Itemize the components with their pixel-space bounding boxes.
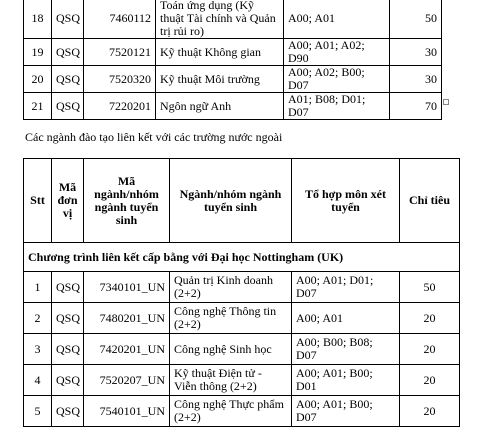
subject-combos-cell: A01; B08; D01; D07 [284, 93, 390, 120]
program-group-title: Chương trình liên kết cấp bằng với Đại học Nottingham (UK) [24, 243, 460, 272]
header-subject-combos: Tổ hợp môn xét tuyển [292, 159, 400, 243]
subject-combos-cell: A00; A01; A02; D90 [284, 39, 390, 66]
major-name-cell: Kỹ thuật Không gian [156, 39, 284, 66]
table-row [24, 93, 442, 120]
table-end-marker [443, 99, 449, 105]
quota-cell: 20 [400, 334, 460, 365]
table-row [24, 39, 442, 66]
table-row [24, 66, 442, 93]
quota-cell: 30 [390, 66, 442, 93]
subject-combos-cell: A00; A01; B00; D01 [292, 365, 400, 396]
top-admissions-table [23, 0, 442, 120]
table-row [24, 272, 460, 303]
stt-cell: 19 [24, 39, 52, 66]
stt-cell: 20 [24, 66, 52, 93]
quota-cell: 30 [390, 39, 442, 66]
quota-cell: 50 [390, 0, 442, 39]
major-name-cell: Công nghệ Sinh học [170, 334, 292, 365]
major-code-cell: 7420201_UN [84, 334, 170, 365]
header-school-code: Mã đơn vị [52, 159, 84, 243]
subject-combos-cell: A00; A01 [284, 0, 390, 39]
subject-combos-cell: A00; A01 [292, 303, 400, 334]
school-code-cell: QSQ [52, 272, 84, 303]
table-row [24, 396, 460, 427]
header-quota: Chỉ tiêu [400, 159, 460, 243]
stt-cell: 21 [24, 93, 52, 120]
quota-cell: 50 [400, 272, 460, 303]
major-code-cell: 7220201 [84, 93, 156, 120]
subject-combos-cell: A00; A02; B00; D07 [284, 66, 390, 93]
table-row [24, 365, 460, 396]
stt-cell: 18 [24, 0, 52, 39]
school-code-cell: QSQ [52, 93, 84, 120]
major-name-cell: Công nghệ Thực phẩm (2+2) [170, 396, 292, 427]
school-code-cell: QSQ [52, 0, 84, 39]
major-code-cell: 7520320 [84, 66, 156, 93]
table-row [24, 303, 460, 334]
section-heading: Các ngành đào tạo liên kết với các trường nước ngoài [25, 130, 283, 144]
major-code-cell: 7540101_UN [84, 396, 170, 427]
stt-cell: 1 [24, 272, 52, 303]
table-row [24, 0, 442, 39]
header-major-code: Mã ngành/nhóm ngành tuyển sinh [84, 159, 170, 243]
subject-combos-cell: A00; B00; B08; D07 [292, 334, 400, 365]
joint-programs-table [23, 158, 460, 427]
school-code-cell: QSQ [52, 66, 84, 93]
major-code-cell: 7340101_UN [84, 272, 170, 303]
quota-cell: 20 [400, 365, 460, 396]
quota-cell: 70 [390, 93, 442, 120]
quota-cell: 20 [400, 396, 460, 427]
subject-combos-cell: A00; A01; D01; D07 [292, 272, 400, 303]
school-code-cell: QSQ [52, 334, 84, 365]
stt-cell: 4 [24, 365, 52, 396]
major-name-cell: Kỹ thuật Môi trường [156, 66, 284, 93]
header-major-name: Ngành/nhóm ngành tuyển sinh [170, 159, 292, 243]
school-code-cell: QSQ [52, 303, 84, 334]
table-row [24, 334, 460, 365]
table-header-row [24, 159, 460, 243]
major-code-cell: 7480201_UN [84, 303, 170, 334]
major-code-cell: 7520121 [84, 39, 156, 66]
school-code-cell: QSQ [52, 396, 84, 427]
major-name-cell: Kỹ thuật Điện tử - Viễn thông (2+2) [170, 365, 292, 396]
major-name-cell: Công nghệ Thông tin (2+2) [170, 303, 292, 334]
major-code-cell: 7520207_UN [84, 365, 170, 396]
major-code-cell: 7460112 [84, 0, 156, 39]
school-code-cell: QSQ [52, 39, 84, 66]
major-name-cell: Quản trị Kinh doanh (2+2) [170, 272, 292, 303]
program-group-row [24, 243, 460, 272]
subject-combos-cell: A00; A01; B00; D07 [292, 396, 400, 427]
header-stt: Stt [24, 159, 52, 243]
stt-cell: 5 [24, 396, 52, 427]
quota-cell: 20 [400, 303, 460, 334]
major-name-cell: Ngôn ngữ Anh [156, 93, 284, 120]
school-code-cell: QSQ [52, 365, 84, 396]
stt-cell: 2 [24, 303, 52, 334]
stt-cell: 3 [24, 334, 52, 365]
major-name-cell: Toán ứng dụng (Kỹ thuật Tài chính và Quản trị rủi ro) [156, 0, 284, 39]
